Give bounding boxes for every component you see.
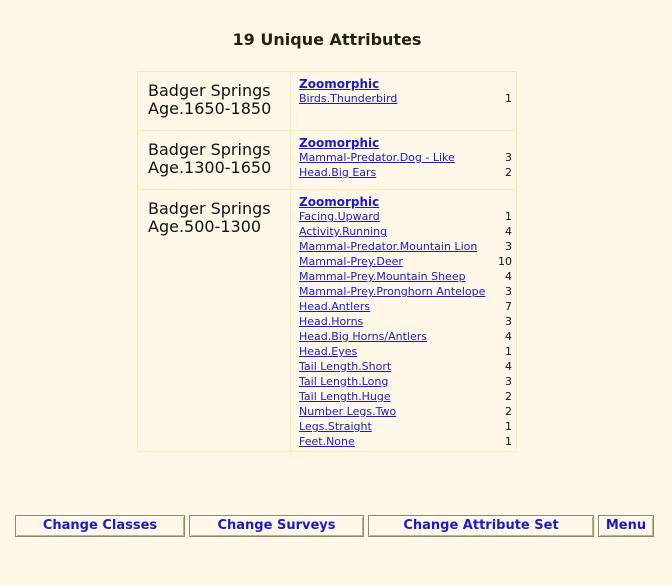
attribute-link[interactable]: Legs.Straight — [299, 420, 372, 433]
attribute-count: 4 — [505, 225, 512, 238]
attribute-count: 3 — [505, 240, 512, 253]
attribute-count: 2 — [505, 166, 512, 179]
attribute-cell — [291, 72, 516, 130]
attribute-link[interactable]: Number Legs.Two — [299, 405, 397, 418]
attribute-link[interactable]: Mammal-Prey.Pronghorn Antelope — [299, 285, 486, 298]
attribute-link[interactable]: Head.Big Ears — [299, 166, 377, 179]
attribute-link[interactable]: Activity.Running — [299, 225, 388, 238]
list-item — [299, 254, 512, 269]
list-item — [299, 314, 512, 329]
list-item — [299, 359, 512, 374]
attribute-count: 3 — [505, 315, 512, 328]
attribute-count: 1 — [505, 92, 512, 105]
attribute-count: 7 — [505, 300, 512, 313]
class-age: Age.500-1300 — [148, 217, 262, 236]
menu-button[interactable]: Menu — [598, 515, 654, 537]
list-item — [299, 165, 512, 180]
list-item — [299, 434, 512, 449]
attribute-link[interactable]: Head.Eyes — [299, 345, 358, 358]
group-heading-link[interactable]: Zoomorphic — [299, 77, 380, 91]
attribute-count: 3 — [505, 375, 512, 388]
attribute-count: 1 — [505, 435, 512, 448]
list-item — [299, 91, 512, 106]
attribute-cell — [291, 190, 516, 451]
list-item — [299, 269, 512, 284]
attribute-count: 10 — [498, 255, 512, 268]
change-surveys-button[interactable]: Change Surveys — [189, 515, 364, 537]
attribute-link[interactable]: Mammal-Predator.Dog - Like — [299, 151, 455, 164]
change-classes-button[interactable]: Change Classes — [15, 515, 185, 537]
attribute-link[interactable]: Head.Horns — [299, 315, 364, 328]
group-heading-link[interactable]: Zoomorphic — [299, 195, 380, 209]
attribute-link[interactable]: Mammal-Predator.Mountain Lion — [299, 240, 478, 253]
list-item — [299, 329, 512, 344]
page-title: 19 Unique Attributes — [232, 30, 422, 49]
list-item — [299, 419, 512, 434]
attribute-count: 1 — [505, 210, 512, 223]
attribute-count: 2 — [505, 405, 512, 418]
attribute-count: 4 — [505, 330, 512, 343]
table-row — [138, 72, 516, 130]
class-name: Badger Springs — [148, 81, 271, 100]
attribute-link[interactable]: Birds.Thunderbird — [299, 92, 398, 105]
class-age: Age.1650-1850 — [148, 99, 272, 118]
attribute-count: 1 — [505, 420, 512, 433]
attribute-link[interactable]: Head.Antlers — [299, 300, 371, 313]
table-row — [138, 189, 516, 451]
list-item — [299, 299, 512, 314]
attribute-link[interactable]: Facing.Upward — [299, 210, 380, 223]
results-table — [137, 71, 517, 452]
attribute-count: 4 — [505, 360, 512, 373]
group-heading-link[interactable]: Zoomorphic — [299, 136, 380, 150]
attribute-count: 3 — [505, 151, 512, 164]
class-name: Badger Springs — [148, 199, 271, 218]
list-item — [299, 209, 512, 224]
attribute-count: 3 — [505, 285, 512, 298]
attribute-count: 1 — [505, 345, 512, 358]
attribute-count: 4 — [505, 270, 512, 283]
table-row — [138, 130, 516, 189]
attribute-link[interactable]: Mammal-Prey.Deer — [299, 255, 403, 268]
attribute-link[interactable]: Head.Big Horns/Antlers — [299, 330, 427, 343]
class-name: Badger Springs — [148, 140, 271, 159]
list-item — [299, 389, 512, 404]
list-item — [299, 239, 512, 254]
list-item — [299, 284, 512, 299]
attribute-link[interactable]: Tail Length.Short — [299, 360, 392, 373]
change-attribute-set-button[interactable]: Change Attribute Set — [368, 515, 594, 537]
attribute-count: 2 — [505, 390, 512, 403]
class-cell — [138, 131, 291, 189]
list-item — [299, 224, 512, 239]
attribute-link[interactable]: Feet.None — [299, 435, 355, 448]
list-item — [299, 404, 512, 419]
class-age: Age.1300-1650 — [148, 158, 272, 177]
list-item — [299, 374, 512, 389]
attribute-link[interactable]: Mammal-Prey.Mountain Sheep — [299, 270, 466, 283]
attribute-link[interactable]: Tail Length.Huge — [299, 390, 391, 403]
attribute-link[interactable]: Tail Length.Long — [299, 375, 389, 388]
list-item — [299, 150, 512, 165]
class-cell — [138, 72, 291, 130]
list-item — [299, 344, 512, 359]
class-cell — [138, 190, 291, 451]
attribute-cell — [291, 131, 516, 189]
